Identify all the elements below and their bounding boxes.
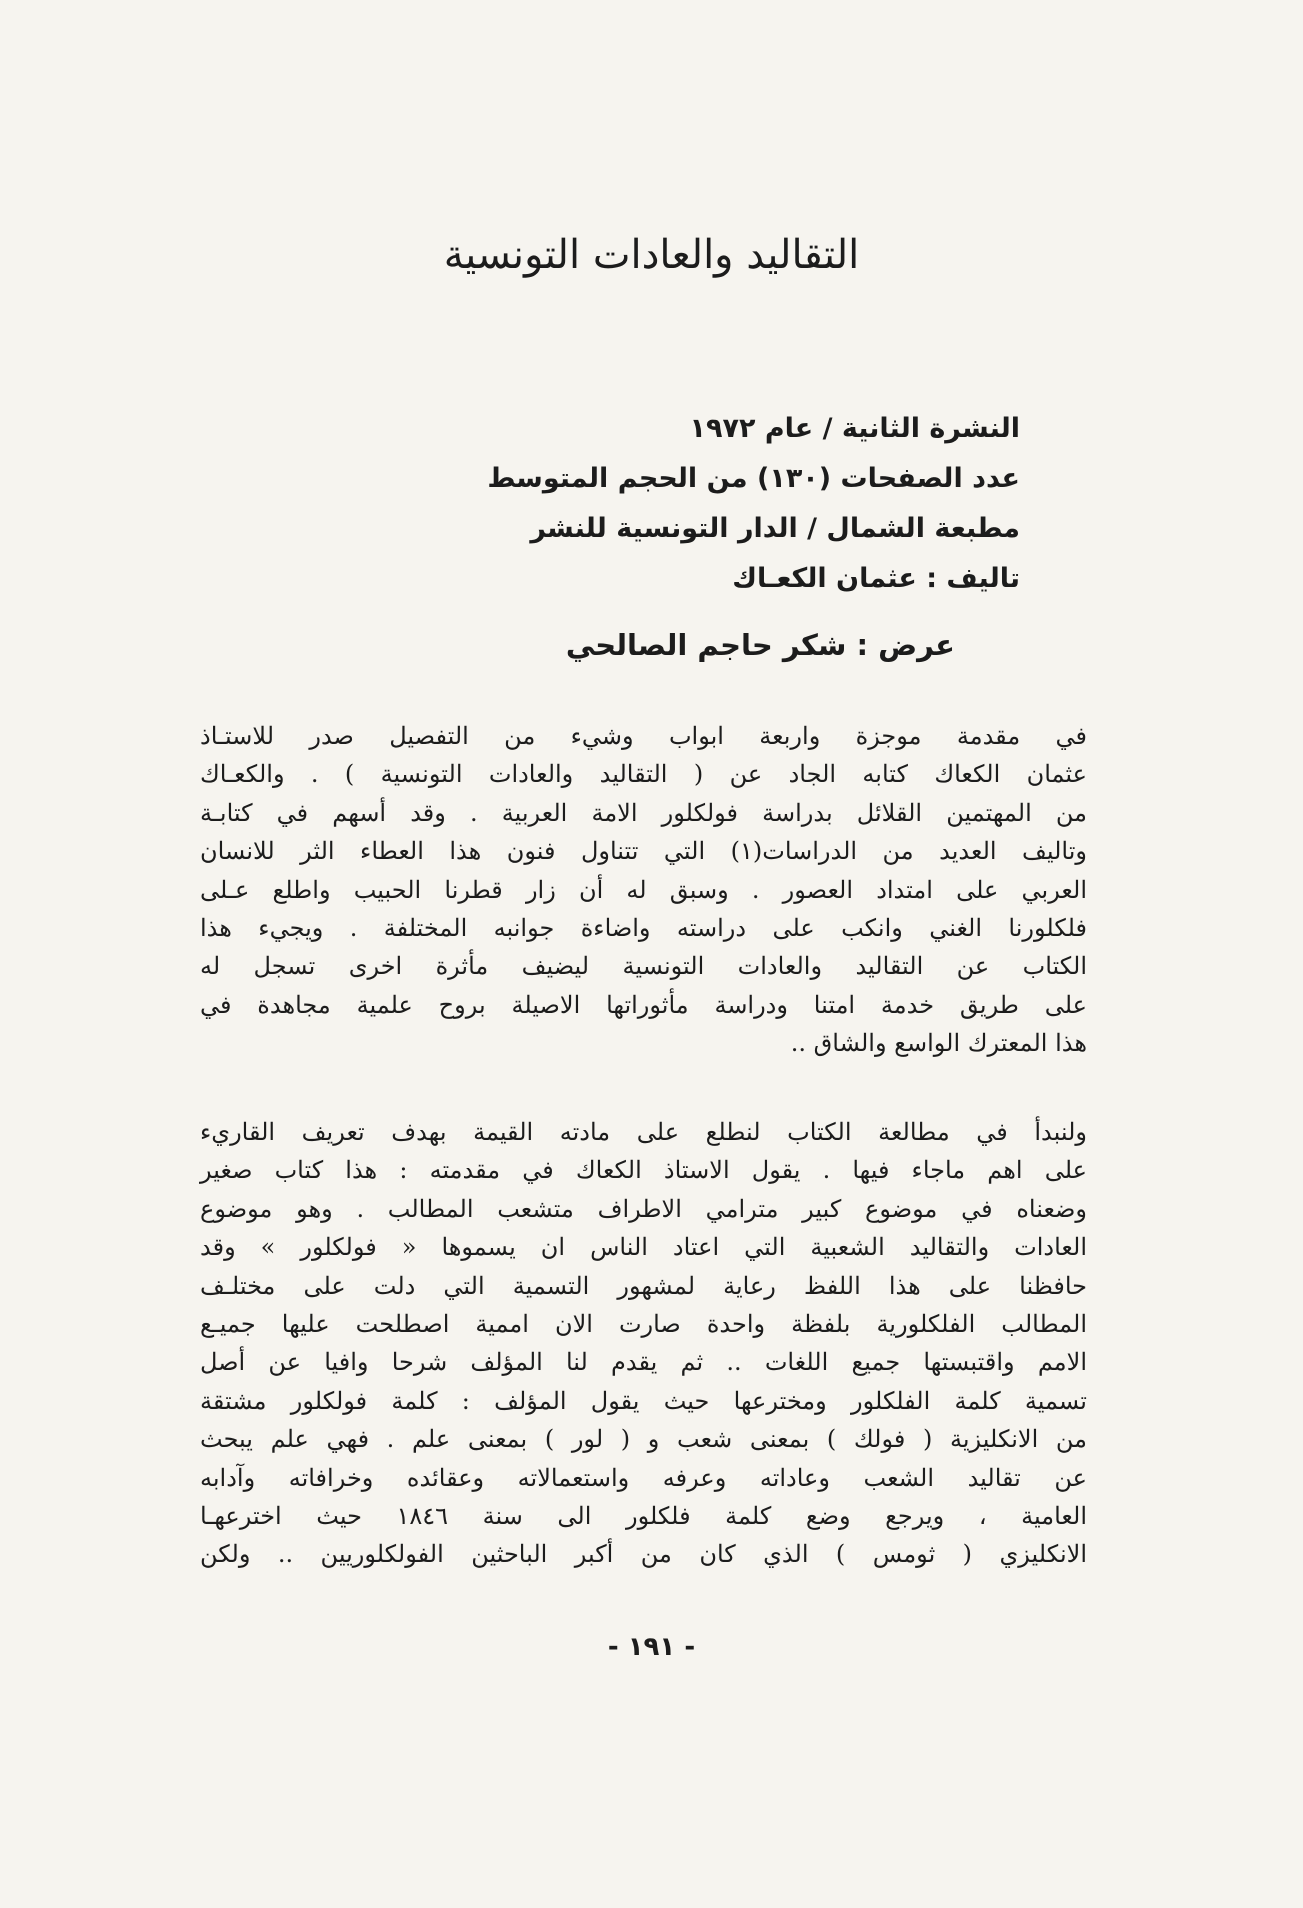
page-number: - ١٩١ - <box>607 1632 696 1662</box>
text-line: ولنبدأ في مطالعة الكتاب لنطلع على مادته القيمة بهدف تعريف القاريء <box>200 1118 1087 1146</box>
text-line: الانكليزي ( ثومس ) الذي كان من أكبر الباحثين الفولكلوريين .. ولكن <box>200 1540 1087 1569</box>
text-line: وضعناه في موضوع كبير مترامي الاطراف متشعب المطالب . وهو موضوع <box>200 1194 1087 1223</box>
text-line: العادات والتقاليد الشعبية التي اعتاد الناس ان يسموها « فولكلور » وقد <box>200 1233 1087 1262</box>
publication-info <box>300 404 1020 604</box>
text-line: على طريق خدمة امتنا ودراسة مأثوراتها الاصيلة بروح علمية مجاهدة في <box>200 990 1087 1019</box>
reviewer-line: عرض : شكر حاجم الصالحي <box>565 628 955 662</box>
text-line: حافظنا على هذا اللفظ رعاية لمشهور التسمية التي دلت على مختلـف <box>200 1271 1087 1300</box>
text-line: عن تقاليد الشعب وعاداته وعرفه واستعمالاته وعقائده وخرافاته وآدابه <box>200 1463 1087 1492</box>
text-line: العامية ، ويرجع وضع كلمة فلكلور الى سنة ١٨٤٦ حيث اخترعهـا <box>200 1501 1087 1530</box>
pages-line: عدد الصفحات (١٣٠) من الحجم المتوسط <box>487 463 1020 494</box>
text-line: من المهتمين القلائل بدراسة فولكلور الامة العربية . وقد أسهم في كتابـة <box>200 798 1087 827</box>
article-title: التقاليد والعادات التونسية <box>443 232 860 278</box>
text-line: عثمان الكعاك كتابه الجاد عن ( التقاليد والعادات التونسية ) . والكعـاك <box>200 760 1087 789</box>
text-line: الكتاب عن التقاليد والعادات التونسية ليضيف مأثرة اخرى تسجل له <box>200 952 1087 981</box>
text-line: على اهم ماجاء فيها . يقول الاستاذ الكعاك في مقدمته : هذا كتاب صغير <box>200 1156 1088 1185</box>
text-line: هذا المعترك الواسع والشاق .. <box>790 1029 1087 1058</box>
text-line: الامم واقتبستها جميع اللغات .. ثم يقدم لنا المؤلف شرحا وافيا عن أصل <box>200 1348 1087 1377</box>
text-line: المطالب الفلكلورية بلفظة واحدة صارت الان اممية اصطلحت عليها جميـع <box>200 1309 1087 1338</box>
text-line: من الانكليزية ( فولك ) بمعنى شعب و ( لور ) بمعنى علم . فهي علم يبحث <box>200 1425 1087 1454</box>
paragraph-1 <box>200 717 1087 1063</box>
edition-line: النشرة الثانية / عام ١٩٧٢ <box>689 413 1020 444</box>
text-line: العربي على امتداد العصور . وسبق له أن زار قطرنا الحبيب واطلع عـلى <box>200 875 1087 904</box>
text-line: وتاليف العديد من الدراسات(١) التي تتناول فنون هذا العطاء الثر للانسان <box>200 837 1088 866</box>
paragraph-2 <box>200 1113 1087 1574</box>
text-line: في مقدمة موجزة واربعة ابواب وشيء من التفصيل صدر للاستـاذ <box>200 722 1087 750</box>
text-line: تسمية كلمة الفلكلور ومخترعها حيث يقول المؤلف : كلمة فولكلور مشتقة <box>200 1386 1087 1415</box>
publisher-line: مطبعة الشمال / الدار التونسية للنشر <box>530 513 1020 544</box>
text-line: فلكلورنا الغني وانكب على دراسته واضاءة جوانبه المختلفة . ويجيء هذا <box>200 913 1087 942</box>
author-line: تاليف : عثمان الكعـاك <box>732 563 1020 594</box>
